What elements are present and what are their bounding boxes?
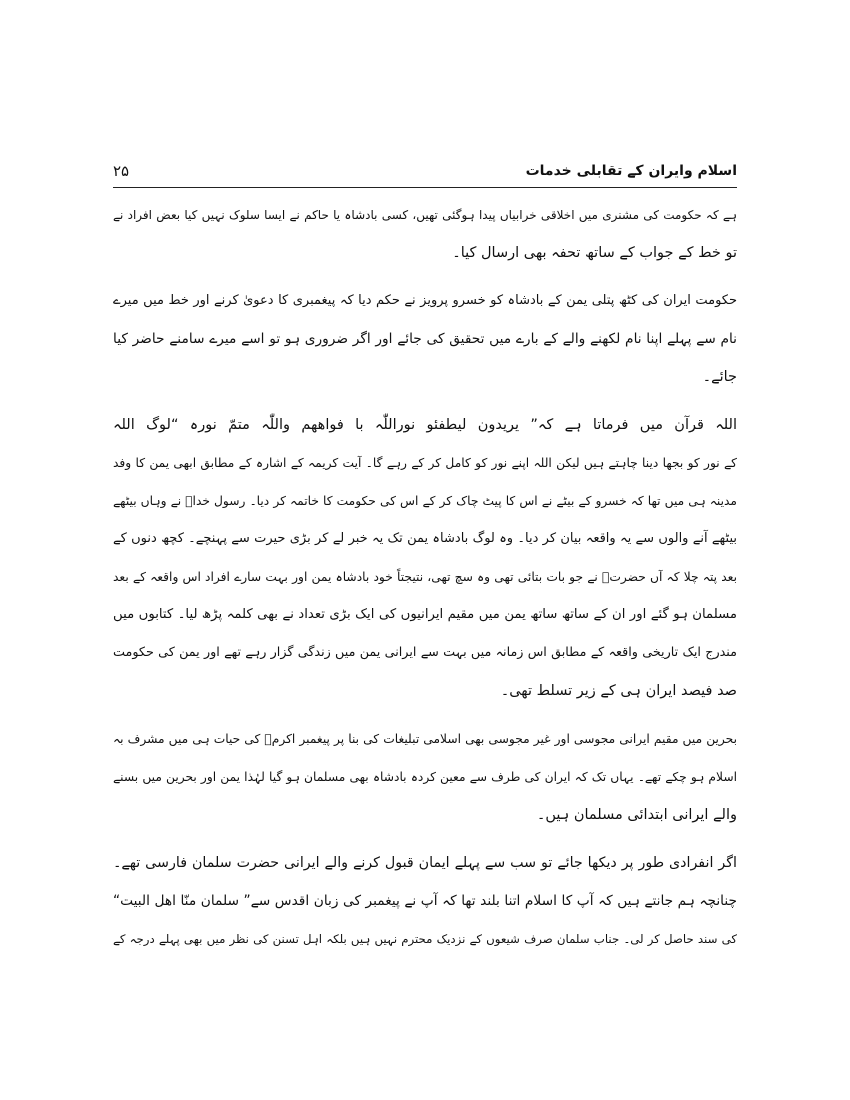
text-line: اللہ قرآن میں فرماتا ہے کہ” یریدون لیطفئو نوراللّٰہ با فواھھم واللّٰہ متمّ نورہ “لوگ اللہ [113,417,737,433]
paragraph [113,282,737,396]
text-line: مدینہ ہی میں تھا کہ خسرو کے بیٹے نے اس کا پیٹ چاک کر کے اس کی حکومت کا خاتمہ کر دیا۔ رسول خداؐ نے وہاں بیٹھے [113,494,737,508]
text-line: مندرج ایک تاریخی واقعہ کے مطابق اس زمانہ میں بہت سے ایرانی یمن میں زندگی گزار رہے تھے اور یمن کی حکومت [113,645,737,660]
page-header [113,156,737,186]
page-number: ۲۵ [113,162,130,180]
text-line: اسلام ہو چکے تھے۔ یہاں تک کہ ایران کی طرف سے معین کردہ بادشاہ بھی مسلمان ہو گیا لہٰذا یمن اور بحرین میں بسنے [113,770,737,784]
text-line: جائے۔ [702,369,737,385]
text-line: نام سے پہلے اپنا نام لکھنے والے کے بارے میں تحقیق کی جائے اور اگر ضروری ہو تو اسے میرے سامنے حاضر کیا [113,331,737,347]
text-line: بیٹھے آنے والوں سے یہ واقعہ بیان کر دیا۔ وہ لوگ بادشاہ یمن تک یہ خبر لے کر بڑی حیرت سے پہنچے۔ کچھ دنوں کے [113,531,737,546]
text-line: اگر انفرادی طور پر دیکھا جائے تو سب سے پہلے ایمان قبول کرنے والے ایرانی حضرت سلمان فارسی تھے۔ [113,855,737,871]
text-line: مسلمان ہو گئے اور ان کے ساتھ ساتھ یمن میں مقیم ایرانیوں کی ایک بڑی تعداد نے بھی کلمہ پڑھ لیا۔ کتابوں میں [113,607,737,622]
text-line: والے ایرانی ابتدائی مسلمان ہیں۔ [536,807,737,823]
text-line: چنانچہ ہم جانتے ہیں کہ آپ کا اسلام اتنا بلند تھا کہ آپ نے پیغمبر کی زبان اقدس سے” سلمان منّا اھل البیت“ [113,893,737,909]
page-body [113,196,737,968]
paragraph [113,196,737,272]
header-rule [113,187,737,188]
paragraph [113,844,737,958]
text-line: بحرین میں مقیم ایرانی مجوسی اور غیر مجوسی بھی اسلامی تبلیغات کی بنا پر پیغمبر اکرمؐ کی حیات ہی میں مشرف بہ [113,732,737,746]
text-line: کی سند حاصل کر لی۔ جناب سلمان صرف شیعوں کے نزدیک محترم نہیں ہیں بلکہ اہل تسنن کی نظر میں بھی پہلے درجہ کے [113,932,737,946]
text-line: کے نور کو بجھا دینا چاہتے ہیں لیکن اللہ اپنے نور کو کامل کر کے رہے گا۔ آیت کریمہ کے اشارہ کے مطابق ابھی یمن کا وفد [113,456,737,470]
paragraph [113,406,737,710]
paragraph [113,720,737,834]
text-line: صد فیصد ایران ہی کے زیر تسلط تھی۔ [500,683,737,699]
text-line: ہے کہ حکومت کی مشنری میں اخلاقی خرابیاں پیدا ہوگئی تھیں، کسی بادشاہ یا حاکم نے ایسا سلوک نہیں کیا بعض افراد نے [113,208,737,222]
text-line: حکومت ایران کی کٹھ پتلی یمن کے بادشاہ کو خسرو پرویز نے حکم دیا کہ پیغمبری کا دعویٰ کرنے اور خط میں میرے [113,293,737,308]
text-line: تو خط کے جواب کے ساتھ تحفہ بھی ارسال کیا۔ [452,245,737,261]
running-title: اسلام وایران کے تقابلی خدمات [525,163,737,179]
text-line: بعد پتہ چلا کہ آں حضرتؐ نے جو بات بتائی تھی وہ سچ تھی، نتیجتاً خود بادشاہ یمن اور بہت سارے افراد اس واقعہ کے بعد [113,570,737,584]
